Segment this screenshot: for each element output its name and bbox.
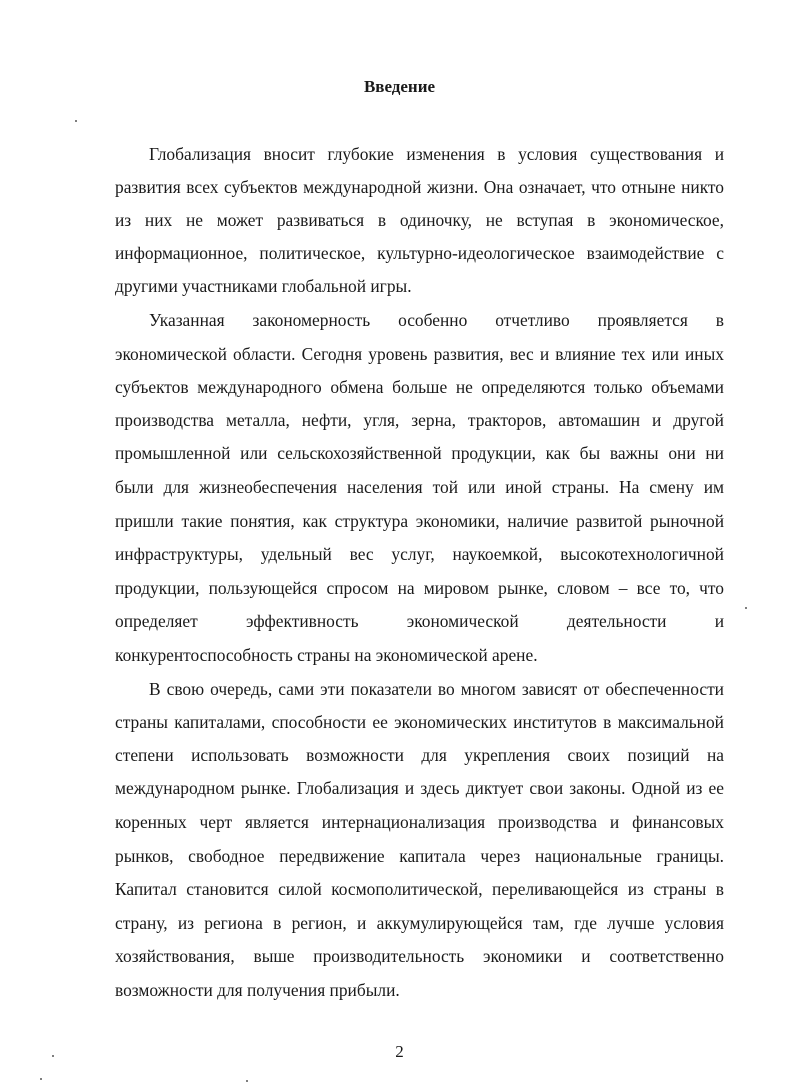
text-line: из них не может развиваться в одиночку, не вступая в экономическое, — [115, 210, 724, 230]
text-line: конкурентоспособность страны на экономической арене. — [115, 645, 538, 665]
text-line: другими участниками глобальной игры. — [115, 276, 412, 296]
text-line: возможности для получения прибыли. — [115, 980, 400, 1000]
text-line: страны капиталами, способности ее экономических институтов в максимальной — [115, 712, 724, 732]
text-line: субъектов международного обмена больше не определяются только объемами — [115, 377, 724, 397]
scan-speck — [40, 1078, 42, 1080]
text-line: В свою очередь, сами эти показатели во многом зависят от обеспеченности — [149, 679, 724, 699]
text-line: рынков, свободное передвижение капитала через национальные границы. — [115, 846, 724, 866]
text-line: экономической области. Сегодня уровень развития, вес и влияние тех или иных — [115, 344, 724, 364]
text-line: пришли такие понятия, как структура экономики, наличие развитой рыночной — [115, 511, 724, 531]
text-line: информационное, политическое, культурно-идеологическое взаимодействие с — [115, 243, 724, 263]
scan-speck — [52, 1055, 54, 1057]
text-line: производства металла, нефти, угля, зерна, тракторов, автомашин и другой — [115, 410, 724, 430]
text-line: Указанная закономерность особенно отчетливо проявляется в — [149, 310, 724, 330]
text-line: международном рынке. Глобализация и здесь диктует свои законы. Одной из ее — [115, 778, 724, 798]
text-line: развития всех субъектов международной жизни. Она означает, что отныне никто — [115, 177, 724, 197]
text-line: были для жизнеобеспечения населения той или иной страны. На смену им — [115, 477, 724, 497]
text-line: продукции, пользующейся спросом на мировом рынке, словом – все то, что — [115, 578, 724, 598]
text-line: Глобализация вносит глубокие изменения в условия существования и — [149, 144, 724, 164]
text-line: Капитал становится силой космополитической, переливающейся из страны в — [115, 879, 724, 899]
text-line: промышленной или сельскохозяйственной продукции, как бы важны они ни — [115, 443, 724, 463]
scan-speck — [745, 607, 747, 609]
scan-speck — [75, 120, 77, 122]
text-line: коренных черт является интернационализация производства и финансовых — [115, 812, 724, 832]
text-line: страну, из региона в регион, и аккумулирующейся там, где лучше условия — [115, 913, 724, 933]
text-line: определяет эффективность экономической деятельности и — [115, 611, 724, 631]
scan-speck — [246, 1080, 248, 1082]
text-line: инфраструктуры, удельный вес услуг, наукоемкой, высокотехнологичной — [115, 544, 724, 564]
page-title: Введение — [363, 77, 436, 96]
page-number: 2 — [395, 1042, 404, 1061]
text-line: хозяйствования, выше производительность экономики и соответственно — [115, 946, 724, 966]
text-line: степени использовать возможности для укрепления своих позиций на — [115, 745, 724, 765]
